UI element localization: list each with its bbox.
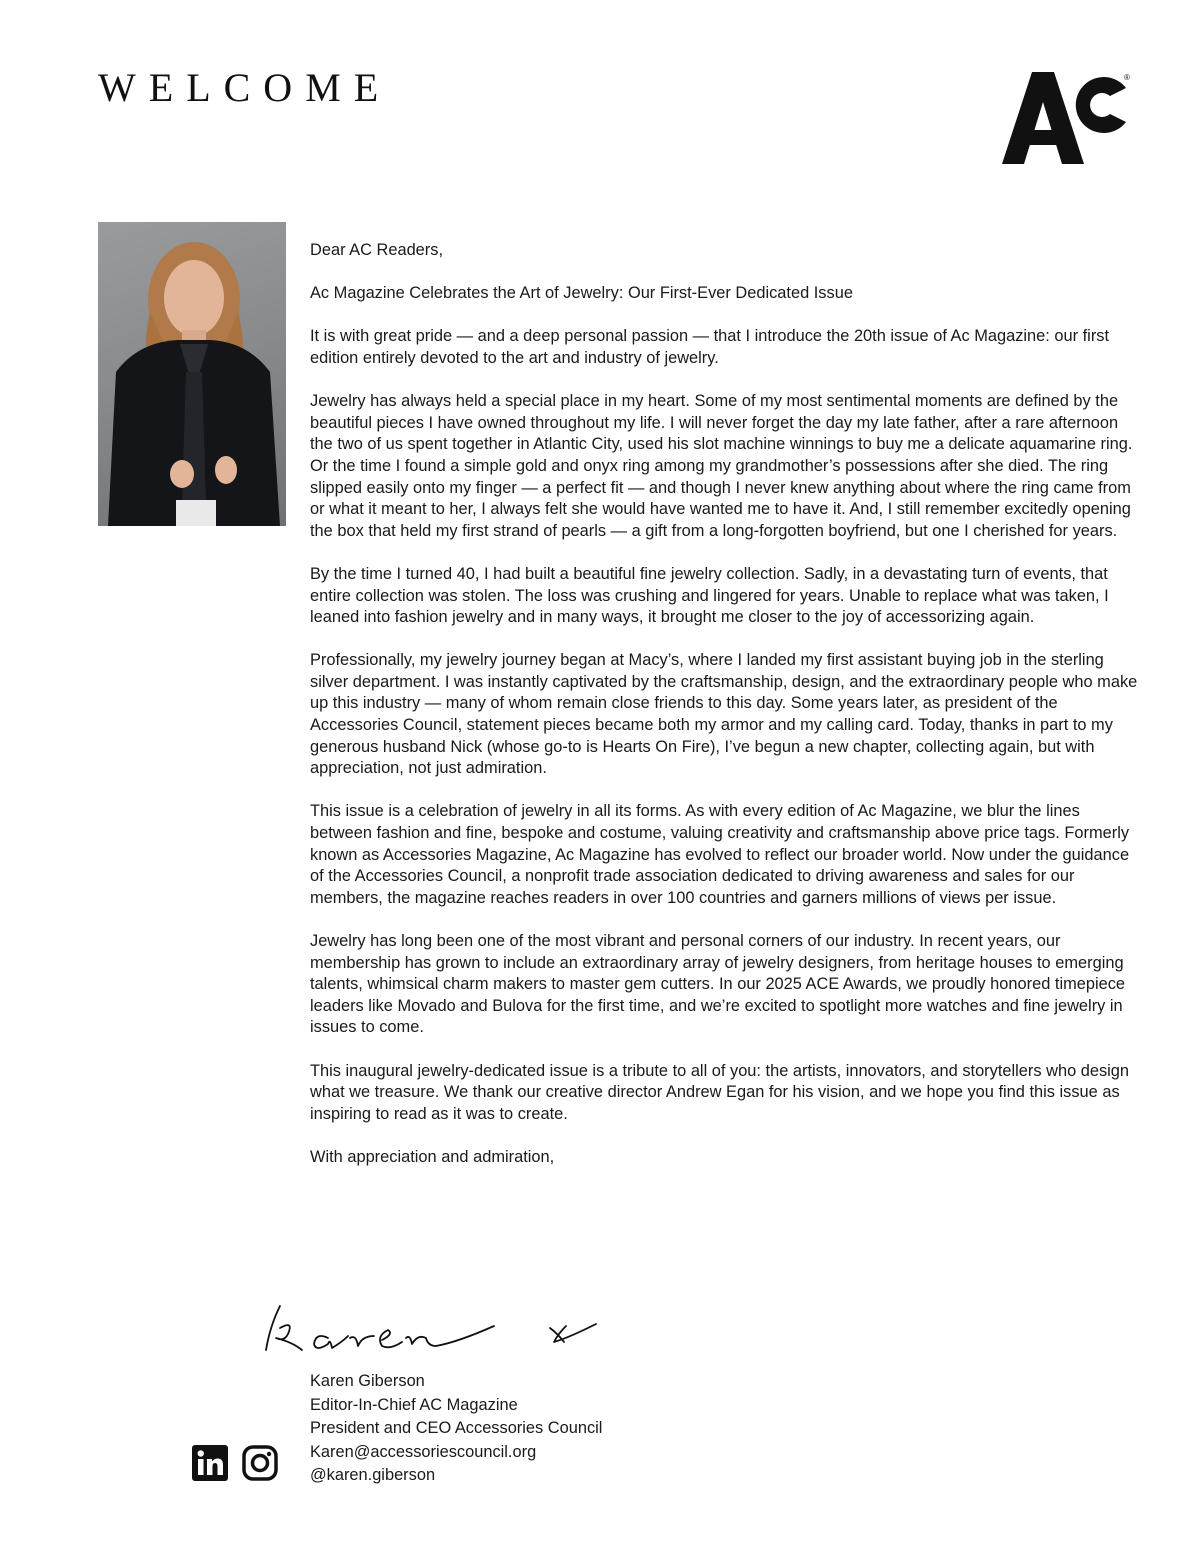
letter-paragraph: This issue is a celebration of jewelry in all its forms. As with every edition of Ac Magazine, we blur the lines between fashion and fine, bespoke and costume, valuing creativity and craftsmanship above price tags. Formerly known as Accessories Magazine, Ac Magazine has evolved to reflect our broader world. Now under the guidance of the Accessories Council, a nonprofit trade association dedicated to driving awareness and sales for our members, the magazine reaches readers in over 100 countries and garners millions of views per issue. (310, 802, 1130, 907)
signer-title: President and CEO Accessories Council (310, 1419, 603, 1437)
editor-portrait-photo (98, 222, 286, 526)
letter-headline: Ac Magazine Celebrates the Art of Jewelry: Our First-Ever Dedicated Issue (310, 284, 853, 303)
signer-email-link[interactable]: Karen@accessoriescouncil.org (310, 1442, 537, 1461)
social-links (192, 1445, 278, 1481)
linkedin-icon[interactable] (192, 1445, 228, 1481)
letter-paragraph: This inaugural jewelry-dedicated issue is a tribute to all of you: the artists, innovators, and storytellers who design what we treasure. We thank our creative director Andrew Egan for his vision, and we hope you find this issue as inspiring to read as it was to create. (310, 1061, 1130, 1123)
signer-name: Karen Giberson (310, 1372, 425, 1390)
letter-paragraph: By the time I turned 40, I had built a beautiful fine jewelry collection. Sadly, in a devastating turn of events, that entire collection was stolen. The loss was crushing and lingered for years. Unable to replace what was taken, I leaned into fashion jewelry and in many ways, it brought me closer to the joy of accessorizing again. (310, 564, 1109, 627)
signature-block (310, 1370, 602, 1488)
instagram-icon[interactable] (242, 1445, 278, 1481)
signer-social-handle[interactable]: @karen.giberson (310, 1466, 436, 1484)
letter-paragraph: Jewelry has always held a special place in my heart. Some of my most sentimental moments are defined by the beautiful pieces I have owned throughout my life. I will never forget the day my late father, after a rare afternoon the two of us spent together in Atlantic City, used his slot machine winnings to buy me a delicate aquamarine ring. Or the time I found a simple gold and onyx ring among my grandmother’s possessions after she died. The ring slipped easily onto my finger — a perfect fit — and though I never knew anything about where the ring came from or what it meant to her, I always felt she would have wanted me to have it. And, I still remember excitedly opening the box that held my first strand of pearls — a gift from a long-forgotten boyfriend, but one I cherished for years. (310, 392, 1133, 540)
signer-title: Editor-In-Chief AC Magazine (310, 1395, 518, 1414)
page-title: WELCOME (98, 65, 392, 110)
letter-paragraph: Professionally, my jewelry journey began at Macy’s, where I landed my first assistant buying job in the sterling silver department. I was instantly captivated by the craftsmanship, design, and the extraordinary people who make up this industry — many of whom remain close friends to this day. Some years later, as president of the Accessories Council, statement pieces became both my armor and my calling card. Today, thanks in part to my generous husband Nick (whose go-to is Hearts On Fire), I’ve begun a new chapter, collecting again, but with appreciation, not just admiration. (310, 651, 1138, 778)
salutation: Dear AC Readers, (310, 241, 444, 259)
logo-c-shape (1076, 77, 1126, 133)
letter-body (310, 240, 1140, 1190)
closing: With appreciation and admiration, (310, 1147, 555, 1166)
handwritten-signature (258, 1298, 608, 1360)
logo-a-shape (1002, 72, 1084, 164)
ac-logo (1002, 70, 1132, 166)
svg-text:®: ® (1124, 73, 1130, 82)
letter-paragraph: Jewelry has long been one of the most vibrant and personal corners of our industry. In recent years, our membership has grown to include an extraordinary array of jewelry designers, from heritage houses to emerging talents, whimsical charm makers to master gem cutters. In our 2025 ACE Awards, we proudly honored timepiece leaders like Movado and Bulova for the first time, and we’re excited to spotlight more watches and fine jewelry in issues to come. (310, 932, 1126, 1037)
letter-paragraph: It is with great pride — and a deep personal passion — that I introduce the 20th issue of Ac Magazine: our first edition entirely devoted to the art and industry of jewelry. (310, 327, 1110, 367)
